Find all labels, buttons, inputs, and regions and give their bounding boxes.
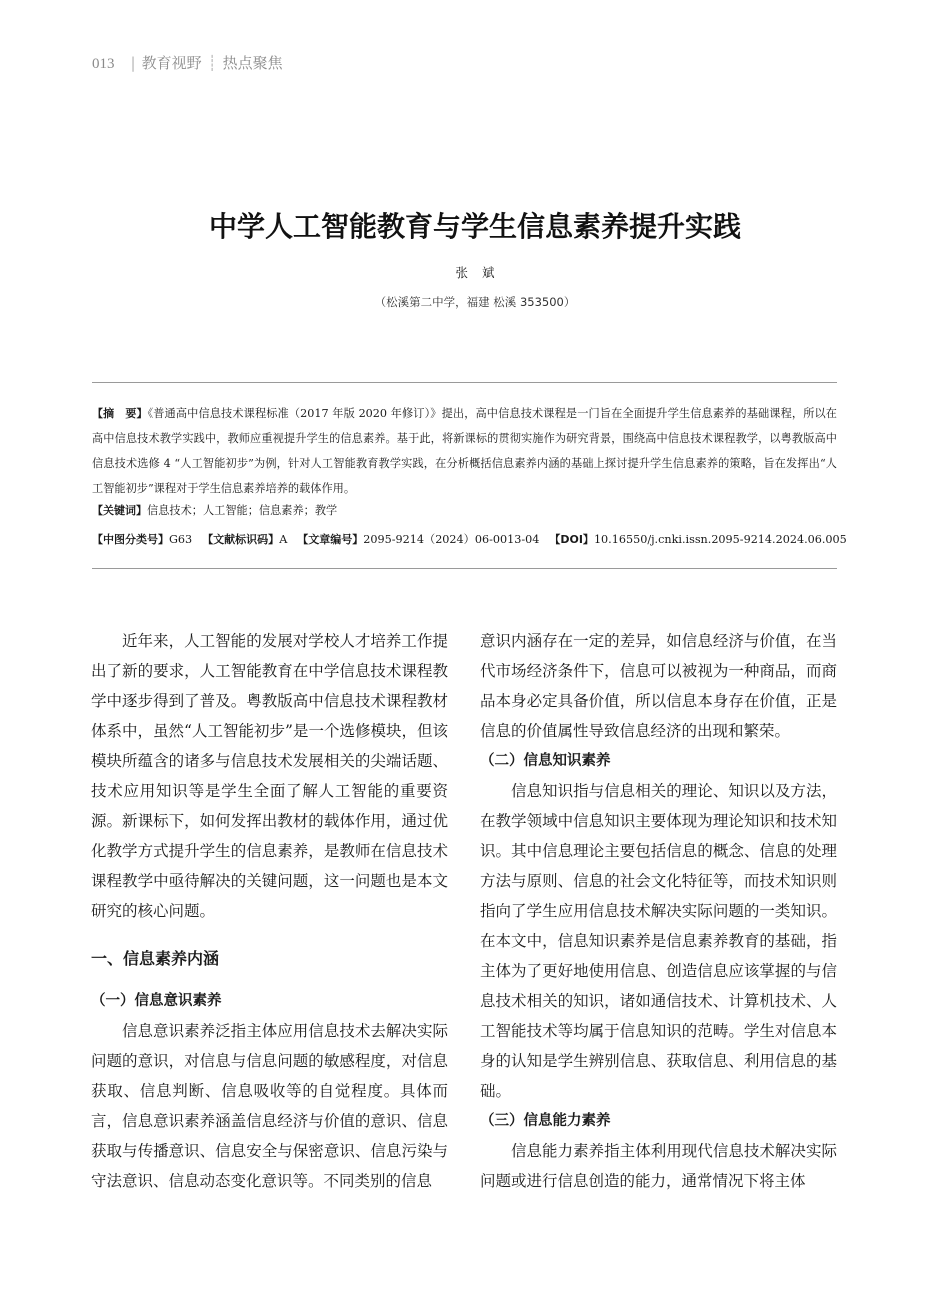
right-column	[480, 626, 837, 1196]
clc-value: G63	[169, 533, 193, 546]
page-number: 013	[92, 56, 115, 72]
abstract-text: 《普通高中信息技术课程标准（2017 年版 2020 年修订）》提出，高中信息技术课程是一门旨在全面提升学生信息素养的基础课程，所以在高中信息技术教学实践中，教师应重视提升学生的信息素养。基于此，将新课标的贯彻实施作为研究背景，围绕高中信息技术课程教学，以粤教版高中信息技术选修 4 “人工智能初步”为例，针对人工智能教育教学实践，在分析概括信息素养内涵的基础上探讨提升学生信息素养的策略，旨在发挥出“人工智能初步”课程对于学生信息素养培养的载体作用。	[92, 407, 837, 495]
keywords-label: 【关键词】	[92, 504, 147, 517]
subsection-1-paragraph-continued: 意识内涵存在一定的差异，如信息经济与价值，在当代市场经济条件下，信息可以被视为一种商品，而商品本身必定具备价值，所以信息本身存在价值，正是信息的价值属性导致信息经济的出现和繁荣。	[480, 632, 837, 740]
left-column	[91, 626, 448, 1196]
top-divider	[92, 382, 837, 383]
subsection-1-paragraph: 信息意识素养泛指主体应用信息技术去解决实际问题的意识，对信息与信息问题的敏感程度，对信息获取、信息判断、信息吸收等的自觉程度。具体而言，信息意识素养涵盖信息经济与价值的意识、信息获取与传播意识、信息安全与保密意识、信息污染与守法意识、信息动态变化意识等。不同类别的信息	[91, 1022, 448, 1190]
article-title: 中学人工智能教育与学生信息素养提升实践	[208, 210, 741, 243]
author: 张斌	[455, 265, 509, 280]
subsection-heading-1: （一）信息意识素养	[91, 993, 222, 1009]
running-head: 013 | 教育视野 ┊ 热点聚焦	[92, 54, 283, 72]
clc-label: 【中图分类号】	[92, 533, 169, 546]
affiliation: （松溪第二中学，福建 松溪 353500）	[374, 295, 576, 309]
subsection-name: 热点聚焦	[222, 54, 283, 72]
subsection-3-paragraph: 信息能力素养指主体利用现代信息技术解决实际问题或进行信息创造的能力，通常情况下将主体	[480, 1142, 837, 1190]
doi-label: 【DOI】	[549, 533, 594, 546]
abstract-label: 【摘 要】	[92, 407, 148, 420]
subsection-2-paragraph: 信息知识指与信息相关的理论、知识以及方法，在教学领域中信息知识主要体现为理论知识和技术知识。其中信息理论主要包括信息的概念、信息的处理方法与原则、信息的社会文化特征等，而技术知识则指向了学生应用信息技术解决实际问题的一类知识。在本文中，信息知识素养是信息素养教育的基础，指主体为了更好地使用信息、创造信息应该掌握的与信息技术相关的知识，诸如通信技术、计算机技术、人工智能技术等均属于信息知识的范畴。学生对信息本身的认知是学生辨别信息、获取信息、利用信息的基础。	[480, 782, 837, 1100]
doi-value: 10.16550/j.cnki.issn.2095-9214.2024.06.005	[593, 533, 847, 546]
bottom-divider	[92, 568, 837, 569]
keywords	[92, 500, 837, 522]
article-no-value: 2095-9214（2024）06-0013-04	[363, 533, 540, 546]
section-heading: 一、信息素养内涵	[91, 949, 220, 968]
subsection-heading-2: （二）信息知识素养	[480, 753, 611, 769]
subsection-heading-3: （三）信息能力素养	[480, 1113, 611, 1129]
keywords-text: 信息技术；人工智能；信息素养；教学	[147, 504, 338, 517]
doc-code-value: A	[279, 533, 288, 546]
classification-row	[92, 529, 847, 551]
section-name: 教育视野	[141, 54, 202, 72]
doc-code-label: 【文献标识码】	[202, 533, 280, 546]
abstract	[92, 401, 837, 501]
article-no-label: 【文章编号】	[297, 533, 364, 546]
intro-paragraph: 近年来，人工智能的发展对学校人才培养工作提出了新的要求，人工智能教育在中学信息技术课程教学中逐步得到了普及。粤教版高中信息技术课程教材体系中，虽然“人工智能初步”是一个选修模块，但该模块所蕴含的诸多与信息技术发展相关的尖端话题、技术应用知识等是学生全面了解人工智能的重要资源。新课标下，如何发挥出教材的载体作用，通过优化教学方式提升学生的信息素养，是教师在信息技术课程教学中亟待解决的关键问题，这一问题也是本文研究的核心问题。	[91, 632, 448, 920]
